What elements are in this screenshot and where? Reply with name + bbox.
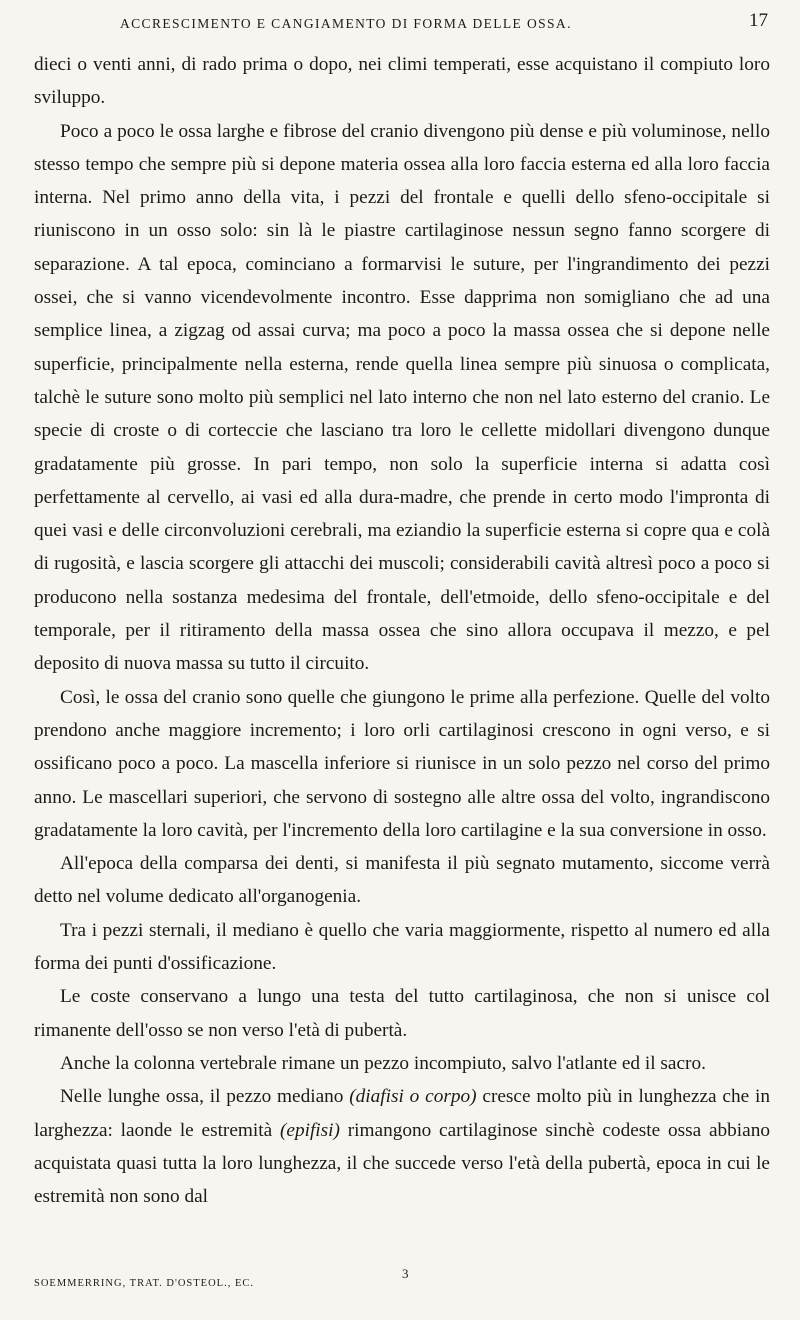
long-bones-term-diafisi: (diafisi o corpo) [349,1086,477,1108]
paragraph-vertebrae: Anche la colonna vertebrale rimane un pezzo incompiuto, salvo l'atlante ed il sacro. [60,1052,706,1074]
long-bones-text-b: cresce molto più in lunghezza che in larghezza: laonde le estremità [34,1086,770,1141]
long-bones-term-epifisi: (epifisi) [279,1119,340,1141]
paragraph-long-bones [34,1080,770,1213]
signature-mark: 3 [402,1266,409,1281]
long-bones-text-a: Nelle lunghe ossa, il pezzo mediano [60,1086,350,1108]
footer-credit: SOEMMERRING, TRAT. D'OSTEOL., EC. [34,1278,255,1289]
page-footer [34,1266,770,1298]
running-head: ACCRESCIMENTO E CANGIAMENTO DI FORMA DELLE OSSA. [120,16,572,31]
page-number: 17 [749,10,768,31]
paragraph-cranium: Poco a poco le ossa larghe e fibrose del cranio divengono più dense e più voluminose, nello stesso tempo che sempre più si depone materia ossea alla loro faccia esterna ed alla loro faccia interna. Nel primo anno della vita, i pezzi del frontale e quelli dello sfeno-occipitale si riuniscono in un osso solo: sin là le piastre cartilaginose nessun segno fanno scorgere di separazione. A tal epoca, cominciano a formarvisi le suture, per l'ingrandimento dei pezzi ossei, che si vanno vicendevolmente incontro. Esse dapprima non somigliano che ad una semplice linea, a zigzag od assai curva; ma poco a poco la massa ossea che si depone nelle superficie, principalmente nella esterna, rende quella linea sempre più sinuosa o complicata, talchè le suture sono molto più semplici nel lato interno che non nel lato esterno del cranio. Le specie di croste o di corteccie che lasciano tra loro le cellette midollari divengono dunque gradatamente più grosse. In pari tempo, non solo la superficie interna si adatta così perfettamente al cervello, ai vasi ed alla dura-madre, che prende in certo modo l'impronta di quei vasi e delle circonvoluzioni cerebrali, ma eziandio la superficie esterna si copre qua e colà di rugosità, e lascia scorgere gli attacchi dei muscoli; considerabili cavità altresì poco a poco si producono nella sostanza medesima del frontale, dell'etmoide, dello sfeno-occipitale e del temporale, per il ritiramento della massa ossea che sino allora occupava il mezzo, e pel deposito di nuova massa su tutto il circuito. [34,120,770,675]
paragraph-ribs: Le coste conservano a lungo una testa del tutto cartilaginosa, che non si unisce col rimanente dell'osso se non verso l'età di pubertà. [34,986,770,1041]
paragraph-sternum: Tra i pezzi sternali, il mediano è quello che varia maggiormente, rispetto al numero ed alla forma dei punti d'ossificazione. [34,919,770,975]
paragraph-face-bones: Così, le ossa del cranio sono quelle che giungono le prime alla perfezione. Quelle del volto prendono anche maggiore incremento; i loro orli cartilaginosi crescono in ogni verso, e si ossificano poco a poco. La mascella inferiore si riunisce in un solo pezzo nel corso del primo anno. Le mascellari superiori, che servono di sostegno alle altre ossa del volto, ingrandiscono gradatamente la loro cavità, per l'incremento della loro cartilagine e la sua conversione in osso. [34,686,770,841]
body-text [34,48,770,1213]
page-header [34,8,770,48]
long-bones-text-c: rimangono cartilaginose sinchè codeste ossa abbiano acquistata quasi tutta la loro lunghezza, il che succede verso l'età della pubertà, epoca in cui le estremità non sono dal [34,1119,770,1208]
paragraph-continuation: dieci o venti anni, di rado prima o dopo, nei climi temperati, esse acquistano il compiuto loro sviluppo. [34,54,770,109]
paragraph-teeth: All'epoca della comparsa dei denti, si manifesta il più segnato mutamento, siccome verrà detto nel volume dedicato all'organogenia. [34,853,770,908]
